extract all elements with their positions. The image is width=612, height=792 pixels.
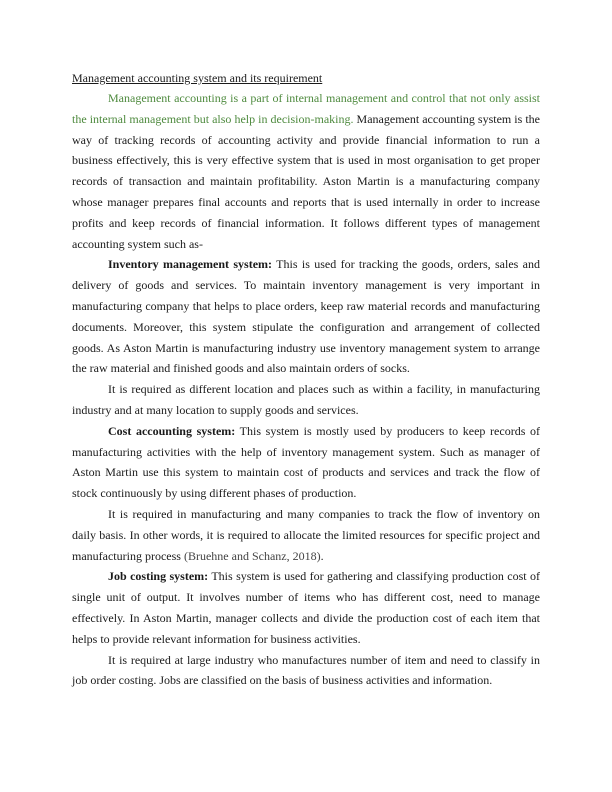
job-body: This system is used for gathering and classifying production cost of single unit of output. It involves number of items who has different cost, need to manage effectively. In Aston Martin, manager collects and divide the production cost of each item that helps to provide relevant information for business activities.: [72, 569, 540, 646]
inventory-paragraph: [72, 254, 540, 379]
job-requirement-paragraph: It is required at large industry who manufactures number of item and need to classify in job order costing. Jobs are classified on the basis of business activities and information.: [72, 652, 540, 688]
inventory-body: This is used for tracking the goods, orders, sales and delivery of goods and services. To maintain inventory management is very important in manufacturing company that helps to place orders, keep raw material records and manufacturing documents. Moreover, this system stipulate the configuration and arrangement of collected goods. As Aston Martin is manufacturing industry use inventory management system to arrange the raw material and finished goods and also maintain orders of socks.: [72, 257, 540, 376]
cost-paragraph: [72, 421, 540, 504]
cost-requirement-text: It is required in manufacturing and many companies to track the flow of inventory on daily basis. In other words, it is required to allocate the limited resources for specific project and manufacturing process: [72, 506, 540, 563]
cost-term: Cost accounting system:: [108, 423, 236, 438]
cost-body: This system is mostly used by producers to keep records of manufacturing activities with the help of inventory management system. Such as manager of Aston Martin use this system to maintain cost of products and services and track the flow of stock continuously by using different phases of production.: [72, 423, 540, 501]
job-term: Job costing system:: [108, 569, 209, 584]
inventory-requirement-paragraph: It is required as different location and places such as within a facility, in manufacturing industry and at many location to supply goods and services.: [72, 382, 540, 417]
intro-body: Management accounting system is the way of tracking records of accounting activity and provide financial information to run a business effectively, this is very effective system that is used in most organisation to get proper records of transaction and maintain profitability. Aston Martin is a manufacturing company whose manager prepares final accounts and reports that is used internally in order to increase profits and keep records of financial information. It follows different types of management accounting system such as-: [72, 111, 540, 251]
cost-requirement-paragraph: [72, 504, 540, 566]
cost-requirement-end: .: [320, 548, 324, 563]
inventory-term: Inventory management system:: [108, 257, 273, 272]
intro-paragraph: [72, 88, 540, 254]
job-paragraph: [72, 566, 540, 649]
highlighted-text: Management accounting is a part of internal management and control that not only assist the internal management but also help in decision-making.: [72, 91, 540, 126]
section-heading: Management accounting system and its requirement: [72, 71, 323, 85]
citation: (Bruehne and Schanz, 2018): [183, 548, 321, 563]
